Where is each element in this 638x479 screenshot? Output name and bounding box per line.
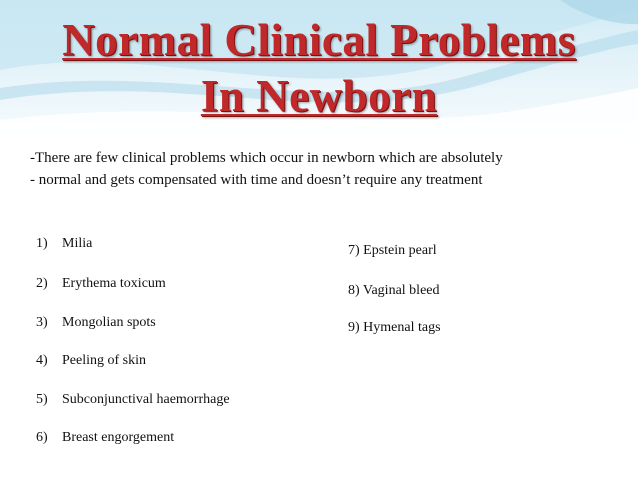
- list-item-number: 4): [36, 353, 48, 368]
- list-item-number: 5): [36, 392, 48, 407]
- list-item: 9) Hymenal tags: [348, 320, 441, 335]
- list-item-number: 3): [36, 315, 48, 330]
- intro-text-line-2: - normal and gets compensated with time and doesn’t require any treatment: [30, 172, 483, 188]
- list-item: [36, 236, 92, 252]
- list-item-label: Breast engorgement: [62, 430, 175, 445]
- list-item-label: Milia: [62, 236, 93, 251]
- list-item: [36, 392, 230, 408]
- list-item-label: Peeling of skin: [62, 353, 146, 368]
- slide-title-line-2: In Newborn: [200, 71, 438, 121]
- list-item: [36, 315, 156, 331]
- list-item-number: 1): [36, 236, 48, 251]
- list-item: [36, 430, 174, 446]
- list-item-number: 2): [36, 276, 48, 291]
- list-item: [36, 276, 166, 292]
- slide-title-line-1: Normal Clinical Problems: [62, 15, 576, 65]
- list-item-label: Subconjunctival haemorrhage: [62, 392, 230, 407]
- list-item: 7) Epstein pearl: [348, 243, 437, 258]
- list-item-label: Mongolian spots: [62, 315, 156, 330]
- intro-text-line-1: -There are few clinical problems which occur in newborn which are absolutely: [30, 150, 503, 166]
- list-item: [36, 353, 146, 369]
- list-item: 8) Vaginal bleed: [348, 283, 440, 298]
- list-item-label: Erythema toxicum: [62, 276, 166, 291]
- list-item-number: 6): [36, 430, 48, 445]
